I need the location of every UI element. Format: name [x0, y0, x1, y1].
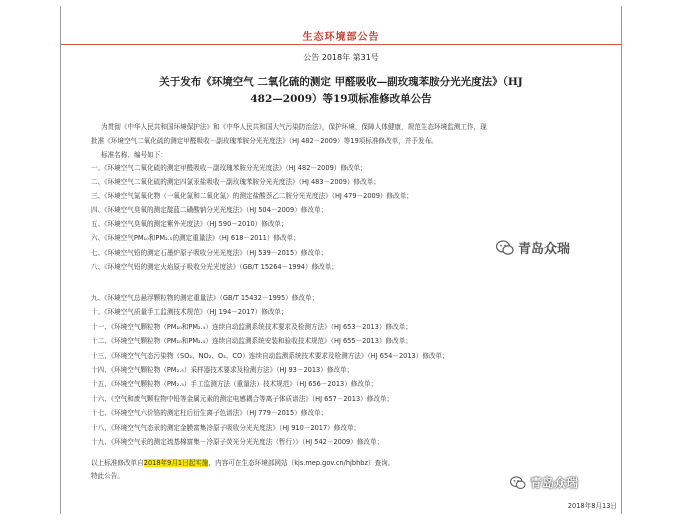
- standard-list-item: 十八、《环境空气气态汞的测定金膜富集冷原子吸收分光光度法》（HJ 910－2017）修改单；: [91, 423, 361, 432]
- wechat-icon: [510, 476, 526, 490]
- standard-list-item: 十六、《空气和废气颗粒物中铅等金属元素的测定电感耦合等离子体质谱法》（HJ 657－2013）修改单；: [91, 394, 394, 403]
- standard-list-item: 七、《环境空气铅的测定石墨炉原子吸收分光光度法》（HJ 539－2015）修改单；: [91, 248, 328, 257]
- closing-line: [91, 457, 394, 470]
- standard-list-item: 十、《环境空气质量手工监测技术规范》（HJ 194－2017）修改单；: [91, 308, 288, 317]
- standard-list-item: 十一、《环境空气颗粒物（PM₁₀和PM₂.₅）连续自动监测系统技术要求及检测方法》（HJ 653－2013）修改单；: [91, 322, 412, 331]
- standard-list-item: 十四、《环境空气颗粒物（PM₂.₅）采样器技术要求及检测方法》（HJ 93－2013）修改单；: [91, 366, 354, 375]
- watermark-top-text: 青岛众瑞: [518, 242, 571, 257]
- announcement-number: 公告 2018年 第31号: [303, 53, 379, 62]
- intro-line-2: 批准《环境空气二氧化硫的测定甲醛吸收－副玫瑰苯胺分光光度法》（HJ 482－2009）等19项标准修改单，并予发布。: [91, 137, 438, 145]
- standard-list-part-2: [91, 291, 449, 449]
- intro-line-1: 为贯彻《中华人民共和国环境保护法》和《中华人民共和国大气污染防治法》，保护环境，保障人体健康，规范生态环境监测工作，现: [101, 123, 487, 131]
- standard-list-item: 三、《环境空气氮氧化物（一氧化氮和二氧化氮）的测定盐酸萘乙二胺分光光度法》（HJ 479－2009）修改单；: [91, 192, 413, 201]
- title-line-2: 482—2009）等19项标准修改单公告: [250, 93, 432, 105]
- closing-post: ，内容可在生态环境部网站（kjs.mep.gov.cn/hjbhbz）查询。: [208, 459, 395, 467]
- standard-list-item: 十五、《环境空气颗粒物（PM₂.₅）手工监测方法（重量法）技术规范》（HJ 656－2013）修改单；: [91, 380, 378, 389]
- title-line-1: 关于发布《环境空气 二氧化硫的测定 甲醛吸收—副玫瑰苯胺分光光度法》（HJ: [159, 76, 523, 88]
- watermark-top: [496, 238, 570, 257]
- standard-list-item: 五、《环境空气臭氧的测定紫外光度法》（HJ 590－2010）修改单；: [91, 220, 288, 229]
- watermark-bottom-text: 青岛众瑞: [530, 476, 579, 490]
- standard-list-item: 八、《环境空气铅的测定火焰原子吸收分光光度法》（GB/T 15264－1994）修改单；: [91, 262, 338, 271]
- standard-list-item: 九、《环境空气总悬浮颗粒物的测定重量法》（GB/T 15432－1995）修改单；: [91, 294, 319, 302]
- document-title: [81, 74, 601, 108]
- document-page: [60, 6, 622, 514]
- standard-list-item: 十七、《环境空气六价铬的测定柱后衍生离子色谱法》（HJ 779－2015）修改单；: [91, 409, 328, 418]
- standard-list-item: 一、《环境空气二氧化硫的测定甲醛吸收－副玫瑰苯胺分光光度法》（HJ 482－2009）修改单；: [91, 164, 367, 172]
- standard-list-item: 十九、《环境空气汞的测定巯基棉富集－冷原子荧光分光光度法（暂行）》（HJ 542－2009）修改单；: [91, 438, 384, 447]
- agency-name: 生态环境部公告: [302, 32, 380, 43]
- issue-date: 2018年8月13日: [567, 502, 617, 510]
- standard-list-item: 十二、《环境空气颗粒物（PM₁₀和PM₂.₅）连续自动监测系统安装和验收技术规范》（HJ 655－2013）修改单；: [91, 337, 412, 346]
- effective-date-highlight: 2018年9月1日起实施: [143, 459, 209, 467]
- standard-list-part-1: [91, 161, 413, 274]
- intro-line-3: 标准名称、编号如下：: [101, 151, 167, 159]
- closing-end: 特此公告。: [91, 471, 124, 480]
- wechat-icon: [496, 240, 514, 256]
- watermark-bottom: [510, 474, 578, 491]
- standard-list-item: 六、《环境空气PM₁₀和PM₂.₅的测定重量法》（HJ 618－2011）修改单；: [91, 234, 300, 243]
- standard-list-item: 四、《环境空气臭氧的测定靛蓝二磺酸钠分光光度法》（HJ 504－2009）修改单；: [91, 206, 328, 215]
- closing-paragraph: [91, 457, 394, 483]
- closing-pre: 以上标准修改单自: [91, 459, 144, 467]
- header-divider: [61, 44, 621, 45]
- standard-list-item: 二、《环境空气二氧化硫的测定四氯汞盐吸收－副玫瑰苯胺分光光度法》（HJ 483－2009）修改单；: [91, 178, 380, 187]
- intro-paragraph: [91, 120, 605, 162]
- standard-list-item: 十三、《环境空气气态污染物（SO₂、NO₂、O₃、CO）连续自动监测系统技术要求及检测方法》（HJ 654－2013）修改单；: [91, 351, 449, 360]
